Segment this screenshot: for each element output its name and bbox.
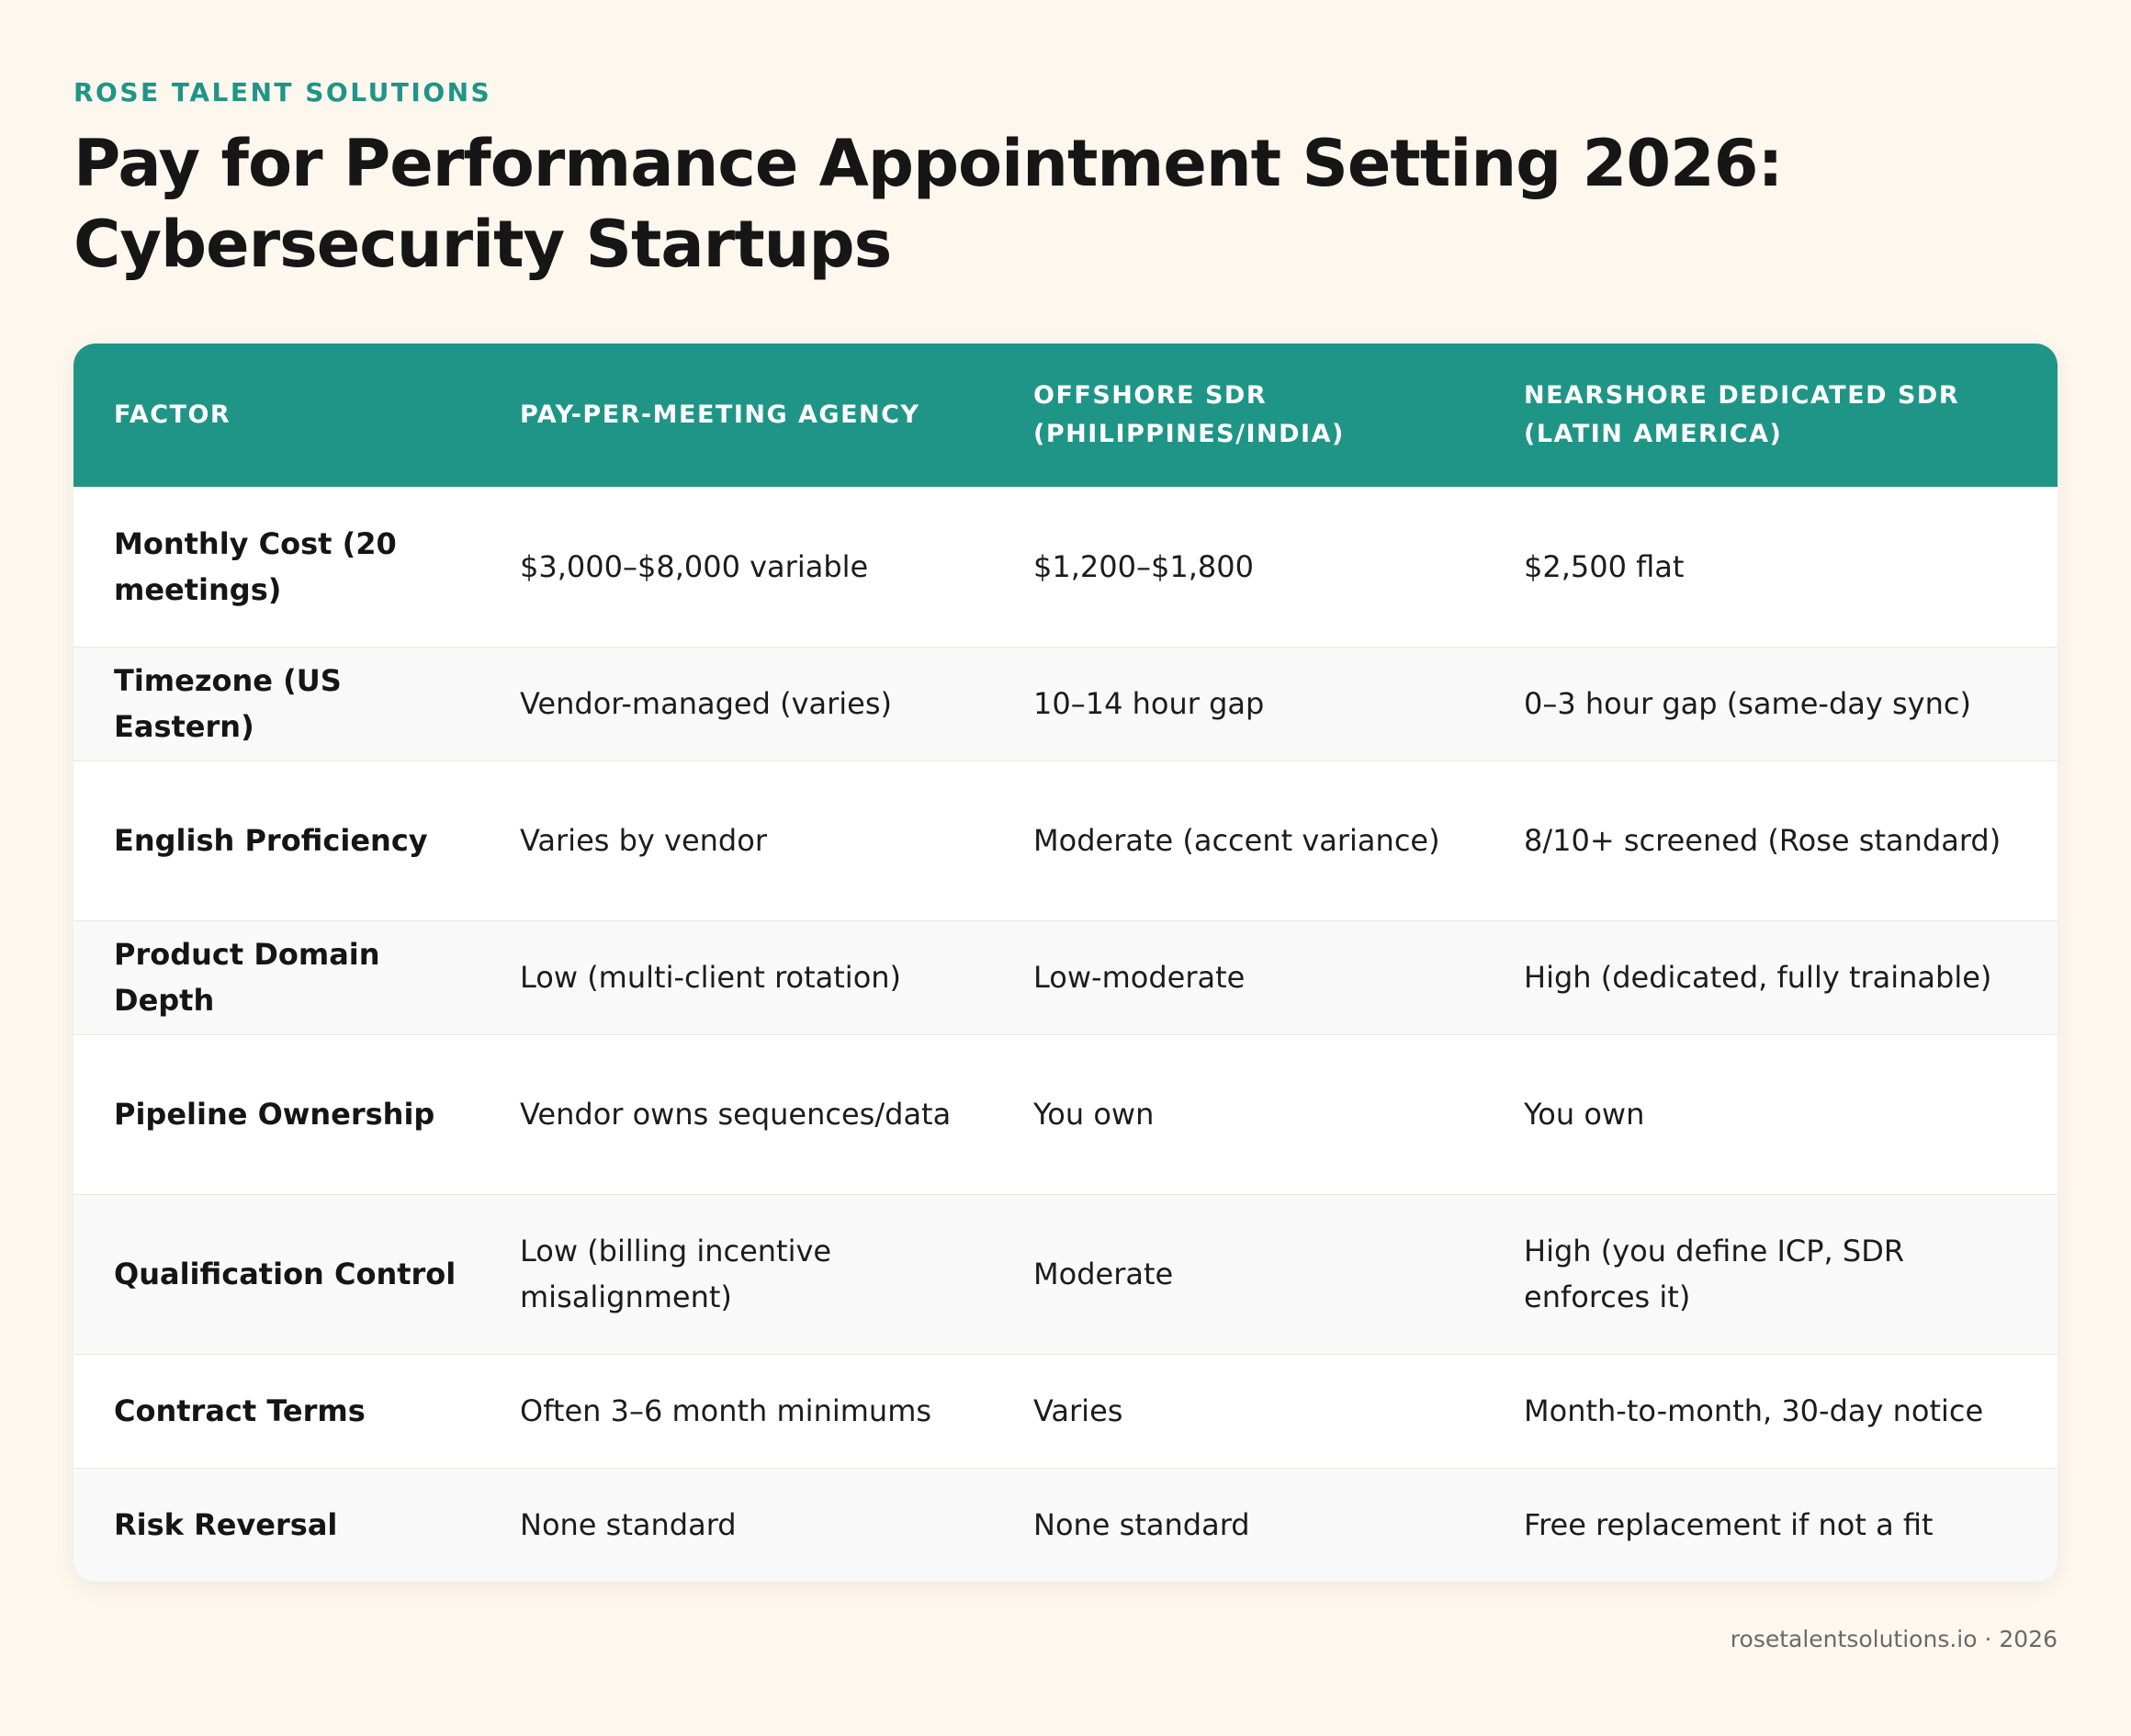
header-row xyxy=(73,344,2058,487)
offshore-cell: 10–14 hour gap xyxy=(1033,686,1265,721)
table-header xyxy=(73,344,2058,487)
offshore-cell: Low-moderate xyxy=(1033,960,1246,995)
table-row xyxy=(73,487,2058,647)
page-title: Pay for Performance Appointment Setting 2026: Cybersecurity Startups xyxy=(73,126,1783,282)
nearshore-cell: You own xyxy=(1524,1097,1645,1132)
table-row xyxy=(73,1468,2058,1582)
brand-label: ROSE TALENT SOLUTIONS xyxy=(73,77,492,107)
header-offshore-sdr: OFFSHORE SDR (PHILIPPINES/INDIA) xyxy=(1033,381,1345,448)
agency-cell: None standard xyxy=(520,1507,737,1543)
table-row xyxy=(73,647,2058,761)
footer-credit: rosetalentsolutions.io · 2026 xyxy=(1730,1626,2058,1652)
table-row xyxy=(73,1354,2058,1468)
table-row xyxy=(73,1194,2058,1354)
factor-cell: Qualification Control xyxy=(114,1257,457,1291)
factor-cell: Contract Terms xyxy=(114,1393,366,1428)
nearshore-cell: 0–3 hour gap (same-day sync) xyxy=(1524,686,1971,721)
factor-cell: English Proficiency xyxy=(114,823,428,858)
offshore-cell: Moderate (accent variance) xyxy=(1033,823,1440,858)
header-pay-per-meeting-agency: PAY-PER-MEETING AGENCY xyxy=(520,400,920,429)
factor-cell: Timezone (US Eastern) xyxy=(114,663,342,744)
agency-cell: Varies by vendor xyxy=(520,823,767,858)
header-factor: FACTOR xyxy=(114,400,231,429)
offshore-cell: None standard xyxy=(1033,1507,1250,1543)
factor-cell: Product Domain Depth xyxy=(114,937,380,1018)
table-row xyxy=(73,761,2058,920)
factor-cell: Monthly Cost (20 meetings) xyxy=(114,525,397,607)
agency-cell: Vendor-managed (varies) xyxy=(520,686,892,721)
comparison-table xyxy=(73,344,2058,1582)
nearshore-cell: $2,500 flat xyxy=(1524,548,1685,584)
agency-cell: Low (billing incentive misalignment) xyxy=(520,1234,832,1314)
factor-cell: Risk Reversal xyxy=(114,1507,338,1543)
comparison-table-card xyxy=(73,344,2058,1582)
header-nearshore-sdr: NEARSHORE DEDICATED SDR (LATIN AMERICA) xyxy=(1524,381,1960,448)
offshore-cell: Moderate xyxy=(1033,1257,1174,1291)
nearshore-cell: Free replacement if not a fit xyxy=(1524,1507,1934,1543)
factor-cell: Pipeline Ownership xyxy=(114,1097,435,1132)
offshore-cell: Varies xyxy=(1033,1393,1123,1428)
nearshore-cell: High (dedicated, fully trainable) xyxy=(1524,960,1992,995)
nearshore-cell: 8/10+ screened (Rose standard) xyxy=(1524,823,2001,858)
agency-cell: $3,000–$8,000 variable xyxy=(520,548,869,584)
nearshore-cell: Month-to-month, 30-day notice xyxy=(1524,1393,1984,1428)
offshore-cell: $1,200–$1,800 xyxy=(1033,548,1254,584)
nearshore-cell: High (you define ICP, SDR enforces it) xyxy=(1524,1234,1905,1314)
table-row xyxy=(73,920,2058,1034)
agency-cell: Low (multi-client rotation) xyxy=(520,960,902,995)
table-body xyxy=(73,487,2058,1582)
offshore-cell: You own xyxy=(1033,1097,1155,1132)
table-row xyxy=(73,1034,2058,1194)
agency-cell: Vendor owns sequences/data xyxy=(520,1097,952,1132)
agency-cell: Often 3–6 month minimums xyxy=(520,1393,932,1428)
